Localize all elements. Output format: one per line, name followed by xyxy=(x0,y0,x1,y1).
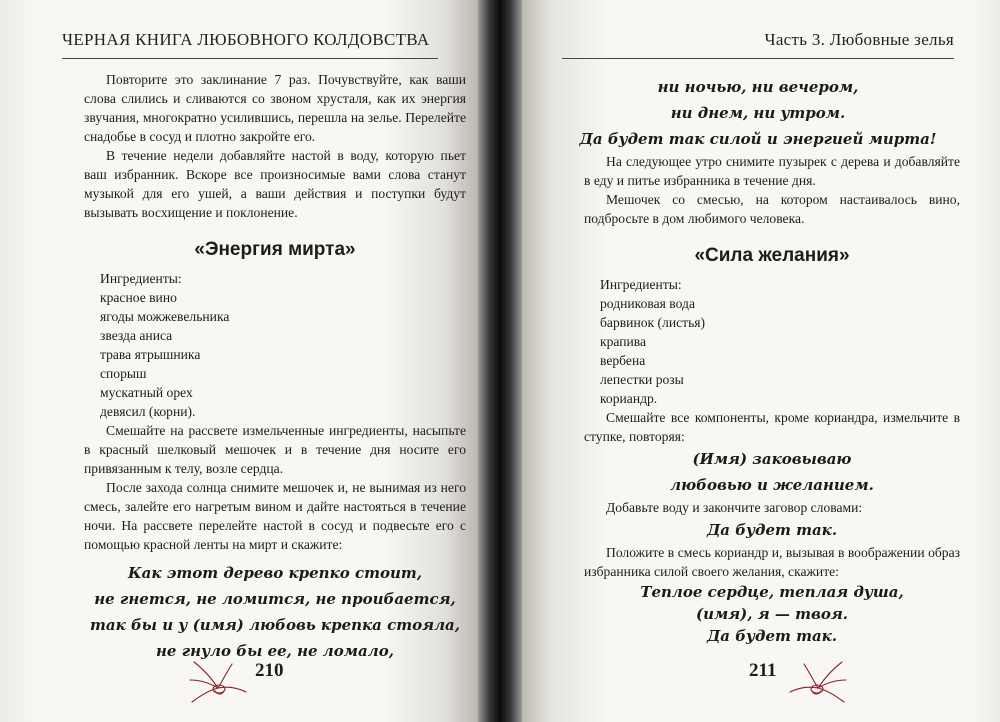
book-gutter xyxy=(478,0,522,722)
verse-line: не гнется, не ломится, не проибается, xyxy=(94,590,456,608)
verse-line: Да будет так. xyxy=(706,521,838,539)
paragraph: Положите в смесь кориандр и, вызывая в воображении образ избранника силой своего желания, скажите: xyxy=(584,545,960,579)
floral-ornament-icon xyxy=(788,658,848,708)
paragraph: Добавьте воду и закончите заговор словами: xyxy=(606,500,863,515)
ingredient-item: трава ятрышника xyxy=(100,347,201,362)
verse-line: ни ночью, ни вечером, xyxy=(657,78,859,96)
verse-line: так бы и у (имя) любовь крепка стояла, xyxy=(90,616,460,634)
paragraph: На следующее утро снимите пузырек с дерева и добавляйте в еду и питье избранника в течение дня. xyxy=(584,154,960,188)
right-running-head: Часть 3. Любовные зелья xyxy=(764,30,954,49)
verse-line: Да будет так силой и энергией мирта! xyxy=(579,130,937,148)
ingredients-list xyxy=(584,275,960,408)
ingredient-item: вербена xyxy=(600,353,646,368)
ingredients-label: Ингредиенты: xyxy=(100,271,182,286)
ingredient-item: лепестки розы xyxy=(600,372,684,387)
verse-line: Теплое сердце, теплая душа, xyxy=(640,583,904,601)
recipe-heading: «Сила желания» xyxy=(694,245,850,266)
verse-line: не гнуло бы ее, не ломало, xyxy=(156,642,394,660)
page-number: 211 xyxy=(749,660,777,681)
right-page-body xyxy=(584,152,960,647)
right-header-rule xyxy=(562,58,954,59)
recipe-heading: «Энергия мирта» xyxy=(194,239,356,260)
verse-block xyxy=(562,74,954,152)
paragraph: Повторите это заклинание 7 раз. Почувствуйте, как ваши слова слились и сливаются со звоном хрусталя, как их энергия звучания, многократно усилившись, перешла на зелье. Перелейте снадобье в сосуд и плотно закройте его. xyxy=(84,72,466,144)
page-number: 210 xyxy=(255,660,284,681)
ingredient-item: крапива xyxy=(600,334,647,349)
paragraph: После захода солнца снимите мешочек и, не вынимая из него смесь, залейте его нагретым вином и дайте настояться в течение ночи. На рассвете перелейте настой в сосуд и подвесьте его с помощью красной ленты на мирт и скажите: xyxy=(84,480,466,552)
ingredient-item: кориандр. xyxy=(600,391,658,406)
ingredients-list xyxy=(84,269,466,421)
ingredient-item: спорыш xyxy=(100,366,147,381)
left-page xyxy=(0,0,478,722)
left-header-rule xyxy=(62,58,438,59)
verse-line: Как этот дерево крепко стоит, xyxy=(128,564,422,582)
verse-line: любовью и желанием. xyxy=(670,476,874,494)
paragraph: Смешайте на рассвете измельченные ингредиенты, насыпьте в красный шелковый мешочек и в течение дня носите его привязанным к телу, возле сердца. xyxy=(84,423,466,476)
paragraph: Смешайте все компоненты, кроме кориандра, измельчите в ступке, повторяя: xyxy=(584,410,960,444)
paragraph: В течение недели добавляйте настой в воду, которую пьет ваш избранник. Вскоре все произносимые вами слова станут музыкой для его ушей, а ваши действия и поступки будут вызывать восхищение и поклонение. xyxy=(84,148,466,220)
ingredient-item: родниковая вода xyxy=(600,296,695,311)
verse-line: ни днем, ни утром. xyxy=(670,104,846,122)
ingredient-item: барвинок (листья) xyxy=(600,315,706,330)
left-running-head: ЧЕРНАЯ КНИГА ЛЮБОВНОГО КОЛДОВСТВА xyxy=(62,30,430,49)
left-page-body xyxy=(84,70,466,664)
verse-line: (Имя) заковываю xyxy=(692,450,852,468)
verse-line: Да будет так. xyxy=(706,627,838,645)
verse-line: (имя), я — твоя. xyxy=(695,605,848,623)
ingredients-label: Ингредиенты: xyxy=(600,277,682,292)
right-page xyxy=(522,0,1000,722)
floral-ornament-icon xyxy=(188,658,248,708)
ingredient-item: звезда аниса xyxy=(100,328,173,343)
ingredient-item: мускатный орех xyxy=(100,385,193,400)
ingredient-item: красное вино xyxy=(100,290,177,305)
paragraph: Мешочек со смесью, на котором настаивалось вино, подбросьте в дом любимого человека. xyxy=(584,192,960,226)
ingredient-item: девясил (корни). xyxy=(100,404,196,419)
ingredient-item: ягоды можжевельника xyxy=(100,309,230,324)
